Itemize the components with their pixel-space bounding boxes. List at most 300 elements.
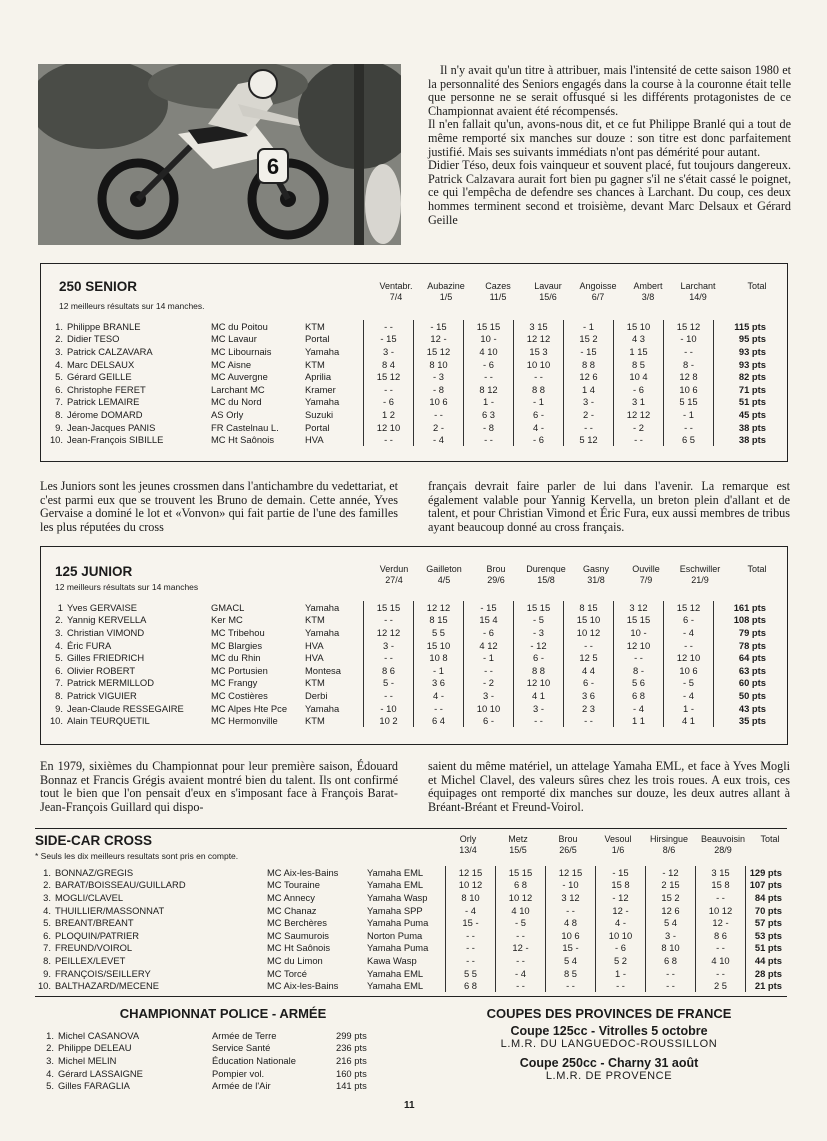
round-score: 12 10 <box>514 677 564 690</box>
round-score: 4 - <box>414 689 464 702</box>
table-row <box>45 664 768 677</box>
position: 9. <box>55 421 63 433</box>
position: 1. <box>55 320 63 332</box>
total-points: 38 pts <box>714 421 769 434</box>
round-score: - 12 <box>514 639 564 652</box>
junior-round-header: Eschwiller 21/9 <box>679 564 721 585</box>
round-score: 15 12 <box>414 345 464 358</box>
club-name: MC Alpes Hte Pce <box>211 702 288 714</box>
rider-name: Philippe BRANLE <box>67 320 141 332</box>
round-score: 4 3 <box>614 333 664 346</box>
rider-name: Patrick MERMILLOD <box>67 677 154 689</box>
table-row <box>38 1042 398 1055</box>
round-score: 12 - <box>596 904 646 917</box>
position: 10. <box>37 980 51 992</box>
table-row <box>35 866 784 879</box>
unit-name: Pompier vol. <box>212 1067 265 1079</box>
sidecar-subtitle: * Seuls les dix meilleurs resultats sont pris en compte. <box>35 851 239 861</box>
sidecar-intro-right: saient du même matériel, un attelage Yamaha EML, et face à Yves Mogli et Michel Clavel, des valeurs sûres chez les trois roues. A eux trois, ces équipages ont remporté dix manches sur douze, les deux autres allant à Bréant-Bréant et Freund-Voirol. <box>428 759 790 814</box>
round-score: - - <box>646 979 696 992</box>
round-score: - 1 <box>414 664 464 677</box>
round-score: - - <box>614 433 664 446</box>
round-score: 4 10 <box>696 954 746 967</box>
total-points: 93 pts <box>714 358 769 371</box>
round-score: 10 8 <box>414 651 464 664</box>
rider-name: Yannig KERVELLA <box>67 614 147 626</box>
round-score: 10 12 <box>696 904 746 917</box>
round-score: 1 1 <box>614 714 664 727</box>
round-score: - - <box>364 433 414 446</box>
junior-total-header: Total <box>747 564 767 574</box>
position: 6. <box>55 383 63 395</box>
round-score: 8 8 <box>514 383 564 396</box>
position: 1. <box>46 1029 54 1041</box>
round-score: - - <box>364 689 414 702</box>
total-points: 236 pts <box>336 1042 367 1054</box>
intro-paragraph: Il n'y avait qu'un titre à attribuer, mais l'intensité de cette saison 1980 et la personnalité des Seniors engagés dans la course à la couronne était telle que personne ne se serait offusqué si les différents protagonistes de ce Championnat avaient été récompensés. <box>428 63 791 118</box>
bike-brand: Yamaha EML <box>367 967 424 979</box>
club-name: MC du Poitou <box>211 320 268 332</box>
round-score: 15 10 <box>614 320 664 333</box>
position: 2. <box>46 1042 54 1054</box>
round-score: - 12 <box>646 866 696 879</box>
round-score: - 12 <box>596 891 646 904</box>
round-score: 12 6 <box>564 370 614 383</box>
bike-brand: Yamaha <box>305 396 340 408</box>
round-score: - - <box>696 967 746 980</box>
club-name: MC Tribehou <box>211 626 265 638</box>
round-score: - 2 <box>614 421 664 434</box>
round-score: - - <box>364 651 414 664</box>
position: 7. <box>43 942 51 954</box>
round-score: - - <box>364 320 414 333</box>
round-score: 4 4 <box>564 664 614 677</box>
unit-name: Armée de l'Air <box>212 1080 271 1092</box>
round-score: 15 15 <box>496 866 546 879</box>
bike-brand: Yamaha SPP <box>367 904 423 916</box>
table-row <box>38 1029 398 1042</box>
round-score: 10 6 <box>664 383 714 396</box>
senior-round-header: Ventabr. 7/4 <box>379 281 413 302</box>
round-score: 6 5 <box>664 433 714 446</box>
round-score: - - <box>464 370 514 383</box>
table-row <box>38 1054 398 1067</box>
club-name: MC Aix-les-Bains <box>267 980 339 992</box>
round-score: - - <box>446 929 496 942</box>
round-score: 12 12 <box>614 408 664 421</box>
position: 4. <box>43 904 51 916</box>
round-score: 15 - <box>446 916 496 929</box>
round-score: 10 4 <box>614 370 664 383</box>
bike-brand: Montesa <box>305 664 341 676</box>
position: 8. <box>55 408 63 420</box>
unit-name: Armée de Terre <box>212 1029 277 1041</box>
round-score: 10 6 <box>664 664 714 677</box>
table-row <box>45 639 768 652</box>
total-points: 51 pts <box>746 942 785 955</box>
round-score: 15 3 <box>514 345 564 358</box>
round-score: - 6 <box>464 626 514 639</box>
round-score: 8 5 <box>546 967 596 980</box>
rider-name: BALTHAZARD/MECENE <box>55 980 160 992</box>
round-score: 8 8 <box>564 358 614 371</box>
round-score: - 4 <box>664 689 714 702</box>
round-score: 4 8 <box>546 916 596 929</box>
round-score: 3 - <box>514 702 564 715</box>
total-points: 160 pts <box>336 1067 367 1079</box>
round-score: - 3 <box>414 370 464 383</box>
round-score: 12 12 <box>414 601 464 614</box>
round-score: 10 12 <box>446 879 496 892</box>
round-score: 10 10 <box>464 702 514 715</box>
club-name: GMACL <box>211 601 245 613</box>
rider-name: Olivier ROBERT <box>67 664 136 676</box>
round-score: - 4 <box>446 904 496 917</box>
total-points: 161 pts <box>714 601 769 614</box>
position: 10. <box>49 434 63 446</box>
coupe-250-winner: L.M.R. DE PROVENCE <box>545 1070 673 1082</box>
club-name: MC du Nord <box>211 396 262 408</box>
round-score: 10 12 <box>564 626 614 639</box>
junior-round-header: Verdun 27/4 <box>379 564 409 585</box>
round-score: 12 10 <box>364 421 414 434</box>
table-row <box>35 916 784 929</box>
round-score: - 1 <box>664 408 714 421</box>
rider-name: BONNAZ/GREGIS <box>55 866 134 878</box>
bike-brand: Yamaha <box>305 601 340 613</box>
round-score: - 6 <box>364 396 414 409</box>
rider-name: Éric FURA <box>67 639 112 651</box>
round-score: 8 10 <box>646 942 696 955</box>
position: 5. <box>55 371 63 383</box>
round-score: 3 - <box>564 396 614 409</box>
rider-name: Michel MELIN <box>58 1054 117 1066</box>
round-score: - - <box>546 979 596 992</box>
round-score: - - <box>446 942 496 955</box>
position: 9. <box>43 967 51 979</box>
table-row <box>45 677 768 690</box>
round-score: 2 15 <box>646 879 696 892</box>
round-score: 12 5 <box>564 651 614 664</box>
bike-brand: KTM <box>305 358 325 370</box>
table-row <box>35 967 784 980</box>
junior-results-box <box>40 546 788 745</box>
club-name: MC Lavaur <box>211 333 257 345</box>
round-score: 3 6 <box>564 689 614 702</box>
position: 3. <box>55 626 63 638</box>
round-score: - 6 <box>614 383 664 396</box>
round-score: - - <box>664 421 714 434</box>
bike-brand: Kramer <box>305 383 336 395</box>
junior-intro-right: français devrait faire parler de lui dans l'avenir. La remarque est également valable pour Yannig Kervella, un breton plein d'allant et de talent, et pour Christian Vimond et Éric Fura, eux aussi membres de tribus ayant beaucoup donné au cross français. <box>428 479 790 534</box>
rider-name: Alain TEURQUETIL <box>67 715 150 727</box>
table-row <box>35 954 784 967</box>
rider-name: Gérard LASSAIGNE <box>58 1067 143 1079</box>
senior-results-box <box>40 263 788 462</box>
table-row <box>45 702 768 715</box>
junior-round-header: Ouville 7/9 <box>632 564 660 585</box>
club-name: MC Ht Saônois <box>267 942 331 954</box>
round-score: - 5 <box>514 614 564 627</box>
total-points: 107 pts <box>746 879 785 892</box>
round-score: 10 - <box>464 333 514 346</box>
round-score: - 8 <box>414 383 464 396</box>
round-score: 5 4 <box>646 916 696 929</box>
round-score: - - <box>464 664 514 677</box>
club-name: MC Blargies <box>211 639 263 651</box>
round-score: 1 2 <box>364 408 414 421</box>
total-points: 79 pts <box>714 626 769 639</box>
motocross-rider-image <box>38 64 401 245</box>
round-score: - 15 <box>414 320 464 333</box>
round-score: 1 4 <box>564 383 614 396</box>
round-score: 5 5 <box>414 626 464 639</box>
round-score: 3 - <box>364 639 414 652</box>
rider-name: Jean-Claude RESSEGAIRE <box>67 702 184 714</box>
round-score: - - <box>564 639 614 652</box>
total-points: 82 pts <box>714 370 769 383</box>
position: 5. <box>55 652 63 664</box>
round-score: - 10 <box>664 333 714 346</box>
round-score: - 4 <box>664 626 714 639</box>
round-score: 6 - <box>464 714 514 727</box>
table-row <box>45 433 768 446</box>
total-points: 57 pts <box>746 916 785 929</box>
rider-name: Christian VIMOND <box>67 626 145 638</box>
round-score: 10 6 <box>546 929 596 942</box>
intro-paragraph: Didier Téso, deux fois vainqueur et souvent placé, fut toujours dangereux. Patrick Calzavara aurait fort bien pu gagner s'il ne s'était cassé le poignet, ce qui l'empêcha de defendre ses chances à Larchant. Du coup, ces deux hommes terminent second et troisième, devant Marc Delsaux et Gérard Geille <box>428 158 791 227</box>
round-score: 5 6 <box>614 677 664 690</box>
round-score: 15 10 <box>564 614 614 627</box>
position: 3. <box>55 345 63 357</box>
bike-brand: KTM <box>305 320 325 332</box>
round-score: - 15 <box>596 866 646 879</box>
table-row <box>45 714 768 727</box>
round-score: 12 10 <box>664 651 714 664</box>
round-score: - - <box>664 639 714 652</box>
round-score: 1 - <box>664 702 714 715</box>
position: 2. <box>55 333 63 345</box>
rider-name: MOGLI/CLAVEL <box>55 891 124 903</box>
round-score: - - <box>496 929 546 942</box>
round-score: 10 10 <box>596 929 646 942</box>
round-score: - - <box>696 942 746 955</box>
club-name: MC Ht Saônois <box>211 434 275 446</box>
club-name: MC Hermonville <box>211 715 278 727</box>
senior-round-header: Lavaur 15/6 <box>534 281 562 302</box>
round-score: 3 15 <box>696 866 746 879</box>
senior-round-header: Larchant 14/9 <box>680 281 716 302</box>
club-name: MC Touraine <box>267 879 320 891</box>
sidecar-round-header: Beauvoisin 28/9 <box>700 834 746 855</box>
round-score: - 6 <box>464 358 514 371</box>
police-section <box>38 1006 408 1092</box>
round-score: 8 12 <box>464 383 514 396</box>
position: 3. <box>46 1054 54 1066</box>
round-score: 10 2 <box>364 714 414 727</box>
table-row <box>45 383 768 396</box>
round-score: 6 8 <box>614 689 664 702</box>
table-row <box>35 979 784 992</box>
round-score: 12 8 <box>664 370 714 383</box>
round-score: - 5 <box>664 677 714 690</box>
position: 1. <box>43 866 51 878</box>
junior-subtitle: 12 meilleurs résultats sur 14 manches <box>55 582 199 592</box>
table-row <box>45 358 768 371</box>
junior-round-header: Gasny 31/8 <box>582 564 609 585</box>
page-number: 11 <box>404 1100 415 1111</box>
club-name: MC Auvergne <box>211 371 268 383</box>
rider-name: THUILLIER/MASSONNAT <box>55 904 165 916</box>
round-score: 12 10 <box>614 639 664 652</box>
table-row <box>45 333 768 346</box>
round-score: 6 8 <box>646 954 696 967</box>
race-number-plate: 6 <box>266 154 280 179</box>
bike-brand: Portal <box>305 421 330 433</box>
round-score: 4 10 <box>464 345 514 358</box>
table-row <box>38 1079 398 1092</box>
round-score: 5 12 <box>564 433 614 446</box>
round-score: - - <box>464 433 514 446</box>
police-table <box>38 1029 398 1092</box>
junior-round-header: Brou 29/6 <box>486 564 506 585</box>
junior-intro-left: Les Juniors sont les jeunes crossmen dans l'antichambre du vedettariat, et c'est parmi eux que se trouvent les Bruno de demain. Cette année, Yves Gervaise a dominé le lot et «Vonvon» qui fait partie de l'une des familles les plus réputées du cross <box>40 479 398 534</box>
round-score: 10 10 <box>514 358 564 371</box>
position: 4. <box>55 639 63 651</box>
senior-results-table <box>45 320 768 446</box>
position: 10. <box>49 715 63 727</box>
bike-brand: Yamaha Wasp <box>367 891 428 903</box>
round-score: 12 15 <box>546 866 596 879</box>
round-score: - - <box>564 714 614 727</box>
table-row <box>45 370 768 383</box>
total-points: 70 pts <box>746 904 785 917</box>
table-row <box>45 408 768 421</box>
round-score: 15 12 <box>664 601 714 614</box>
round-score: 12 12 <box>364 626 414 639</box>
total-points: 115 pts <box>714 320 769 333</box>
round-score: 5 2 <box>596 954 646 967</box>
total-points: 84 pts <box>746 891 785 904</box>
bike-brand: Aprilia <box>305 371 332 383</box>
senior-subtitle: 12 meilleurs résultats sur 14 manches. <box>59 301 205 311</box>
round-score: 6 - <box>564 677 614 690</box>
round-score: - 8 <box>464 421 514 434</box>
table-row <box>35 891 784 904</box>
club-name: MC Aisne <box>211 358 252 370</box>
round-score: - 10 <box>364 702 414 715</box>
round-score: 3 12 <box>546 891 596 904</box>
rider-name: Yves GERVAISE <box>67 601 137 613</box>
position: 1 <box>57 601 63 613</box>
rider-name: Philippe DELEAU <box>58 1042 132 1054</box>
bike-brand: Suzuki <box>305 408 334 420</box>
round-score: 6 8 <box>496 879 546 892</box>
rider-name: PLOQUIN/PATRIER <box>55 929 140 941</box>
club-name: MC Annecy <box>267 891 315 903</box>
sidecar-round-header: Hirsingue 8/6 <box>649 834 689 855</box>
rider-name: PEILLEX/LEVET <box>55 954 126 966</box>
position: 8. <box>43 954 51 966</box>
round-score: 4 - <box>596 916 646 929</box>
round-score: - 6 <box>596 942 646 955</box>
round-score: 2 - <box>564 408 614 421</box>
bike-brand: Yamaha <box>305 626 340 638</box>
round-score: 5 5 <box>446 967 496 980</box>
rider-name: Patrick CALZAVARA <box>67 345 153 357</box>
club-name: AS Orly <box>211 408 244 420</box>
table-row <box>45 614 768 627</box>
round-score: - - <box>446 954 496 967</box>
club-name: MC Chanaz <box>267 904 317 916</box>
rider-name: Gérard GEILLE <box>67 371 132 383</box>
sidecar-results-table <box>35 866 784 992</box>
round-score: 15 15 <box>614 614 664 627</box>
round-score: 10 6 <box>414 396 464 409</box>
junior-results-table <box>45 601 768 727</box>
round-score: - - <box>514 370 564 383</box>
table-row <box>35 929 784 942</box>
total-points: 60 pts <box>714 677 769 690</box>
club-name: FR Castelnau L. <box>211 421 279 433</box>
total-points: 129 pts <box>746 866 785 879</box>
total-points: 21 pts <box>746 979 785 992</box>
bike-brand: Yamaha Puma <box>367 942 429 954</box>
table-row <box>45 651 768 664</box>
round-score: 10 - <box>614 626 664 639</box>
table-row <box>45 320 768 333</box>
position: 8. <box>55 689 63 701</box>
table-row <box>38 1067 398 1080</box>
bike-brand: Yamaha <box>305 702 340 714</box>
round-score: 8 4 <box>364 358 414 371</box>
round-score: - 4 <box>496 967 546 980</box>
club-name: MC du Limon <box>267 954 323 966</box>
bike-brand: Yamaha EML <box>367 879 424 891</box>
round-score: - - <box>414 408 464 421</box>
round-score: - - <box>496 979 546 992</box>
position: 6. <box>43 929 51 941</box>
senior-round-header: Angoisse 6/7 <box>579 281 617 302</box>
round-score: 12 15 <box>446 866 496 879</box>
round-score: - 6 <box>514 433 564 446</box>
senior-title: 250 SENIOR <box>59 279 138 294</box>
total-points: 38 pts <box>714 433 769 446</box>
rider-name: BARAT/BOISSEAU/GUILLARD <box>55 879 186 891</box>
round-score: 12 12 <box>514 333 564 346</box>
round-score: - - <box>364 383 414 396</box>
rider-name: Marc DELSAUX <box>67 358 135 370</box>
round-score: - 10 <box>546 879 596 892</box>
bike-brand: HVA <box>305 434 324 446</box>
bike-brand: Kawa Wasp <box>367 954 417 966</box>
round-score: - 15 <box>364 333 414 346</box>
position: 5. <box>46 1080 54 1092</box>
round-score: 15 8 <box>596 879 646 892</box>
round-score: - - <box>564 421 614 434</box>
round-score: 6 - <box>514 408 564 421</box>
total-points: 28 pts <box>746 967 785 980</box>
round-score: - 4 <box>614 702 664 715</box>
junior-title: 125 JUNIOR <box>55 564 133 579</box>
position: 5. <box>43 917 51 929</box>
round-score: 15 2 <box>646 891 696 904</box>
round-score: 2 3 <box>564 702 614 715</box>
rider-name: FRANÇOIS/SEILLERY <box>55 967 151 979</box>
round-score: - 15 <box>464 601 514 614</box>
round-score: - - <box>614 651 664 664</box>
total-points: 78 pts <box>714 639 769 652</box>
